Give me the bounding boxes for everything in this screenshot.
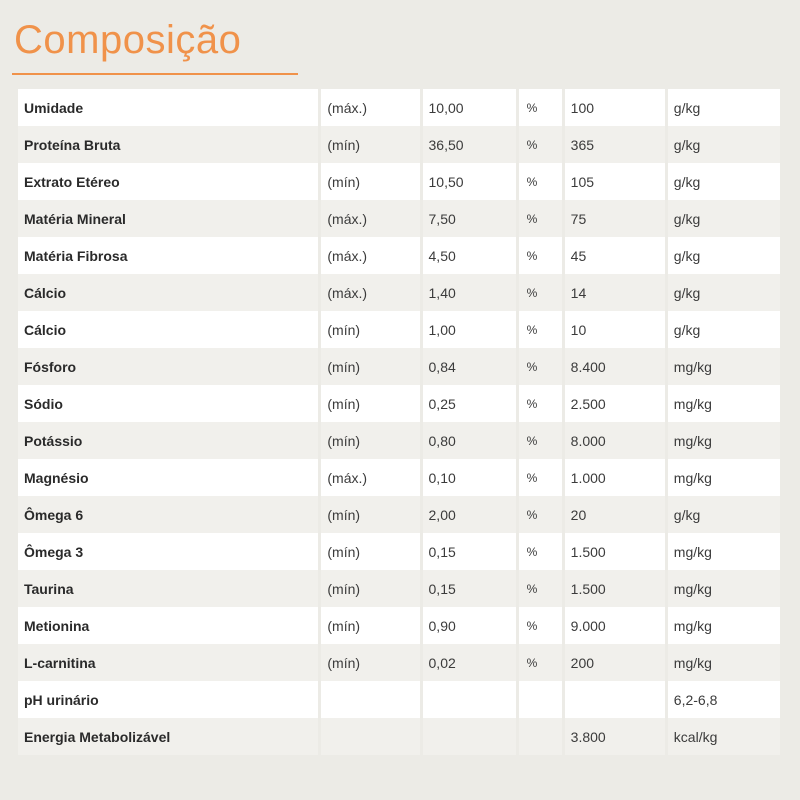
limit-type-cell: (máx.) xyxy=(321,89,419,126)
percent-value-cell: 7,50 xyxy=(423,200,516,237)
percent-unit-cell: % xyxy=(519,237,562,274)
converted-unit-cell: mg/kg xyxy=(668,533,780,570)
converted-value-cell: 1.000 xyxy=(565,459,665,496)
table-row xyxy=(18,348,780,385)
converted-value-cell: 9.000 xyxy=(565,607,665,644)
table-row xyxy=(18,644,780,681)
percent-value-cell: 0,02 xyxy=(423,644,516,681)
table-row xyxy=(18,200,780,237)
nutrient-name-cell: Energia Metabolizável xyxy=(18,718,318,755)
converted-value-cell xyxy=(565,681,665,718)
converted-value-cell: 8.400 xyxy=(565,348,665,385)
percent-value-cell xyxy=(423,718,516,755)
percent-value-cell: 4,50 xyxy=(423,237,516,274)
limit-type-cell: (mín) xyxy=(321,163,419,200)
limit-type-cell: (mín) xyxy=(321,496,419,533)
table-row xyxy=(18,311,780,348)
limit-type-cell: (mín) xyxy=(321,126,419,163)
converted-unit-cell: g/kg xyxy=(668,311,780,348)
percent-unit-cell: % xyxy=(519,89,562,126)
nutrient-name-cell: Extrato Etéreo xyxy=(18,163,318,200)
percent-unit-cell: % xyxy=(519,385,562,422)
percent-value-cell: 0,10 xyxy=(423,459,516,496)
percent-unit-cell: % xyxy=(519,311,562,348)
percent-unit-cell: % xyxy=(519,274,562,311)
percent-value-cell: 0,25 xyxy=(423,385,516,422)
percent-unit-cell: % xyxy=(519,496,562,533)
converted-unit-cell: g/kg xyxy=(668,496,780,533)
converted-value-cell: 1.500 xyxy=(565,533,665,570)
percent-unit-cell: % xyxy=(519,348,562,385)
nutrient-name-cell: Ômega 6 xyxy=(18,496,318,533)
nutrient-name-cell: Ômega 3 xyxy=(18,533,318,570)
composition-table-container xyxy=(15,89,783,755)
nutrient-name-cell: Matéria Mineral xyxy=(18,200,318,237)
percent-unit-cell: % xyxy=(519,459,562,496)
percent-value-cell: 0,84 xyxy=(423,348,516,385)
nutrient-name-cell: Umidade xyxy=(18,89,318,126)
percent-value-cell: 0,90 xyxy=(423,607,516,644)
converted-value-cell: 105 xyxy=(565,163,665,200)
converted-unit-cell: mg/kg xyxy=(668,459,780,496)
composition-table-body xyxy=(18,89,780,755)
converted-value-cell: 45 xyxy=(565,237,665,274)
converted-value-cell: 200 xyxy=(565,644,665,681)
limit-type-cell xyxy=(321,681,419,718)
limit-type-cell xyxy=(321,718,419,755)
table-row xyxy=(18,89,780,126)
limit-type-cell: (mín) xyxy=(321,385,419,422)
table-row xyxy=(18,274,780,311)
nutrient-name-cell: Magnésio xyxy=(18,459,318,496)
converted-value-cell: 2.500 xyxy=(565,385,665,422)
converted-value-cell: 8.000 xyxy=(565,422,665,459)
percent-value-cell: 2,00 xyxy=(423,496,516,533)
table-row xyxy=(18,385,780,422)
limit-type-cell: (mín) xyxy=(321,570,419,607)
converted-value-cell: 3.800 xyxy=(565,718,665,755)
percent-value-cell: 10,50 xyxy=(423,163,516,200)
nutrient-name-cell: pH urinário xyxy=(18,681,318,718)
percent-unit-cell: % xyxy=(519,570,562,607)
percent-value-cell: 0,15 xyxy=(423,570,516,607)
limit-type-cell: (mín) xyxy=(321,607,419,644)
limit-type-cell: (mín) xyxy=(321,348,419,385)
table-row xyxy=(18,681,780,718)
table-row xyxy=(18,163,780,200)
converted-value-cell: 20 xyxy=(565,496,665,533)
limit-type-cell: (mín) xyxy=(321,533,419,570)
percent-value-cell xyxy=(423,681,516,718)
converted-unit-cell: mg/kg xyxy=(668,348,780,385)
percent-unit-cell: % xyxy=(519,533,562,570)
table-row xyxy=(18,607,780,644)
limit-type-cell: (mín) xyxy=(321,311,419,348)
converted-unit-cell: g/kg xyxy=(668,274,780,311)
converted-value-cell: 75 xyxy=(565,200,665,237)
percent-value-cell: 0,80 xyxy=(423,422,516,459)
nutrient-name-cell: Sódio xyxy=(18,385,318,422)
converted-value-cell: 1.500 xyxy=(565,570,665,607)
nutrient-name-cell: Potássio xyxy=(18,422,318,459)
nutrient-name-cell: L-carnitina xyxy=(18,644,318,681)
converted-unit-cell: mg/kg xyxy=(668,607,780,644)
percent-value-cell: 0,15 xyxy=(423,533,516,570)
percent-unit-cell: % xyxy=(519,200,562,237)
converted-unit-cell: g/kg xyxy=(668,89,780,126)
percent-value-cell: 36,50 xyxy=(423,126,516,163)
converted-unit-cell: mg/kg xyxy=(668,422,780,459)
converted-unit-cell: g/kg xyxy=(668,126,780,163)
limit-type-cell: (máx.) xyxy=(321,274,419,311)
percent-value-cell: 10,00 xyxy=(423,89,516,126)
converted-unit-cell: 6,2-6,8 xyxy=(668,681,780,718)
converted-unit-cell: kcal/kg xyxy=(668,718,780,755)
nutrient-name-cell: Cálcio xyxy=(18,274,318,311)
percent-unit-cell: % xyxy=(519,422,562,459)
limit-type-cell: (máx.) xyxy=(321,237,419,274)
page-title: Composição xyxy=(14,18,242,62)
converted-unit-cell: g/kg xyxy=(668,237,780,274)
nutrient-name-cell: Cálcio xyxy=(18,311,318,348)
converted-unit-cell: g/kg xyxy=(668,200,780,237)
table-row xyxy=(18,570,780,607)
percent-unit-cell: % xyxy=(519,644,562,681)
percent-unit-cell: % xyxy=(519,607,562,644)
limit-type-cell: (mín) xyxy=(321,644,419,681)
composition-table xyxy=(15,89,783,755)
converted-unit-cell: mg/kg xyxy=(668,570,780,607)
converted-value-cell: 100 xyxy=(565,89,665,126)
nutrient-name-cell: Taurina xyxy=(18,570,318,607)
table-row xyxy=(18,126,780,163)
converted-unit-cell: mg/kg xyxy=(668,385,780,422)
nutrient-name-cell: Fósforo xyxy=(18,348,318,385)
table-row xyxy=(18,533,780,570)
table-row xyxy=(18,496,780,533)
limit-type-cell: (mín) xyxy=(321,422,419,459)
converted-unit-cell: g/kg xyxy=(668,163,780,200)
percent-unit-cell xyxy=(519,681,562,718)
nutrient-name-cell: Matéria Fibrosa xyxy=(18,237,318,274)
table-row xyxy=(18,718,780,755)
percent-unit-cell xyxy=(519,718,562,755)
converted-unit-cell: mg/kg xyxy=(668,644,780,681)
table-row xyxy=(18,237,780,274)
converted-value-cell: 10 xyxy=(565,311,665,348)
limit-type-cell: (máx.) xyxy=(321,459,419,496)
percent-value-cell: 1,00 xyxy=(423,311,516,348)
nutrient-name-cell: Metionina xyxy=(18,607,318,644)
percent-value-cell: 1,40 xyxy=(423,274,516,311)
table-row xyxy=(18,422,780,459)
converted-value-cell: 14 xyxy=(565,274,665,311)
title-underline xyxy=(12,73,298,75)
limit-type-cell: (máx.) xyxy=(321,200,419,237)
converted-value-cell: 365 xyxy=(565,126,665,163)
table-row xyxy=(18,459,780,496)
nutrient-name-cell: Proteína Bruta xyxy=(18,126,318,163)
percent-unit-cell: % xyxy=(519,126,562,163)
percent-unit-cell: % xyxy=(519,163,562,200)
